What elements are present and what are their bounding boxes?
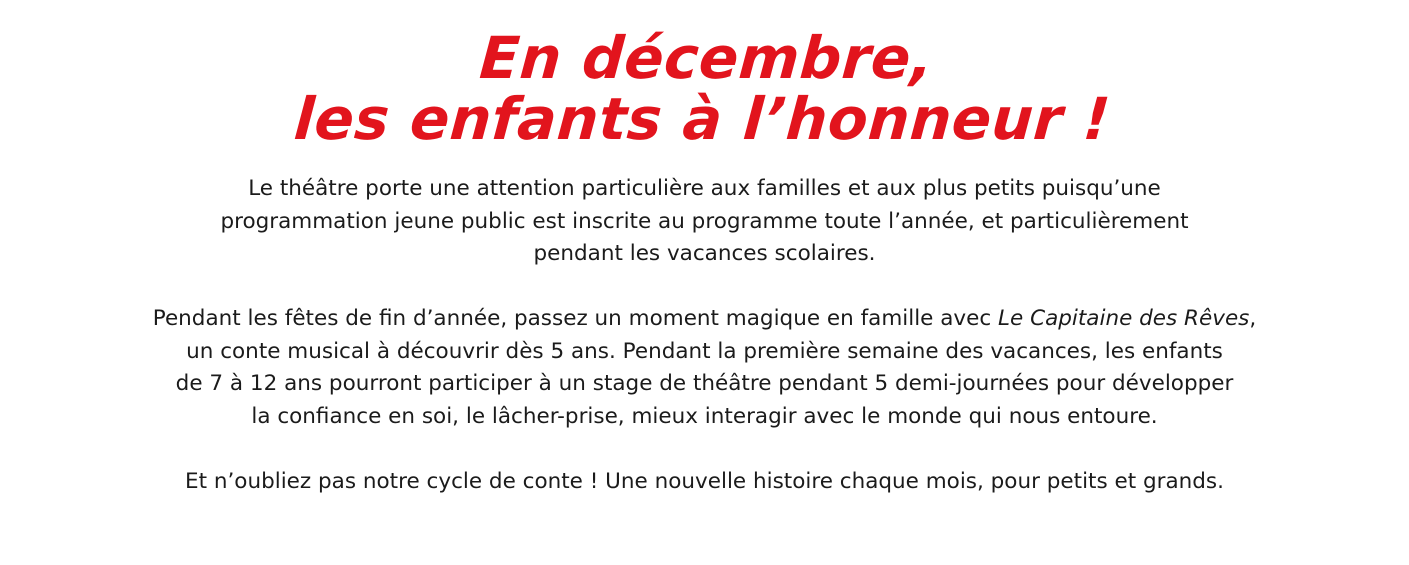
holidays-line-2: un conte musical à découvrir dès 5 ans. Pendant la première semaine des vacances, les enfants [186, 338, 1223, 364]
intro-line-2: programmation jeune public est inscrite au programme toute l’année, et particulièrement [220, 208, 1189, 234]
holidays-line-4: la confiance en soi, le lâcher-prise, mieux interagir avec le monde qui nous entoure. [251, 403, 1158, 429]
title-line-1: En décembre, [477, 24, 936, 92]
intro-paragraph [0, 173, 1409, 271]
title-line-2: les enfants à l’honneur ! [292, 85, 1113, 153]
show-title: Le Capitaine des Rêves [998, 306, 1250, 331]
closing-paragraph [0, 466, 1409, 499]
holidays-paragraph [0, 303, 1409, 433]
intro-line-1: Le théâtre porte une attention particulière aux familles et aux plus petits puisqu’une [248, 176, 1161, 201]
page-title [0, 24, 1409, 153]
article-body [0, 173, 1409, 498]
holidays-line-1-punctuation: , [1249, 306, 1257, 331]
intro-line-3: pendant les vacances scolaires. [533, 241, 876, 266]
holidays-line-1 [0, 303, 1409, 336]
closing-line-1: Et n’oubliez pas notre cycle de conte ! Une nouvelle histoire chaque mois, pour petits et grands. [185, 468, 1224, 494]
holidays-line-3: de 7 à 12 ans pourront participer à un stage de théâtre pendant 5 demi-journées pour développer [175, 371, 1234, 396]
holidays-line-1-text: Pendant les fêtes de fin d’année, passez un moment magique en famille avec [152, 306, 999, 331]
